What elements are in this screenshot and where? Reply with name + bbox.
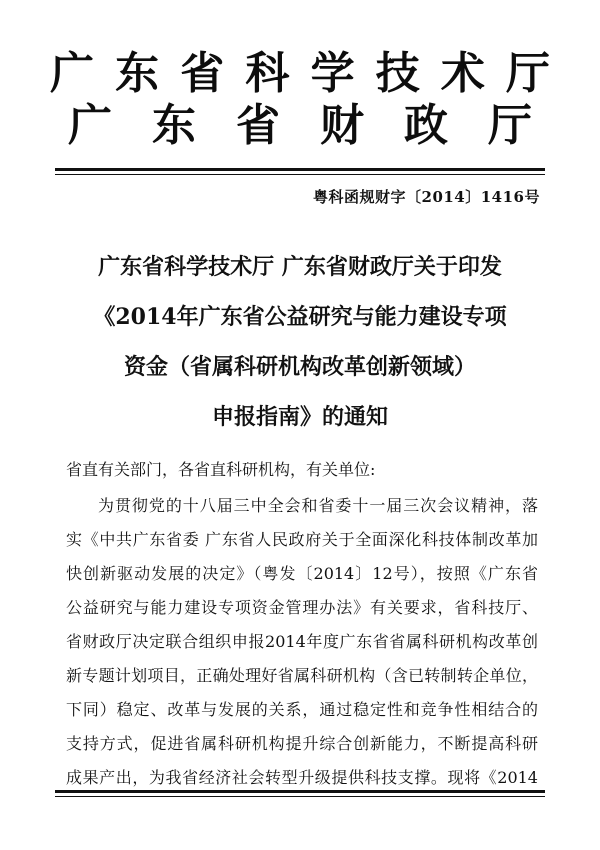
- header-char: 省: [236, 100, 280, 151]
- body-text-line: 支持方式，促进省属科研机构提升综合创新能力，不断提高科研: [66, 734, 538, 753]
- header-rule-thick: [55, 168, 545, 171]
- issuing-authority-2: [0, 100, 600, 152]
- body-text-line: 为贯彻党的十八届三中全会和省委十一届三次会议精神，落: [98, 496, 538, 515]
- header-char: 学: [310, 48, 355, 99]
- footer-rule-thin: [55, 796, 545, 797]
- document-title-line: 《2014年广东省公益研究与能力建设专项: [93, 304, 507, 330]
- issuing-authority-1: [0, 48, 600, 100]
- body-text-line: 实《中共广东省委 广东省人民政府关于全面深化科技体制改革加: [66, 530, 538, 549]
- header-char: 广: [50, 48, 94, 99]
- body-text-line: 省财政厅决定联合组织申报2014年度广东省省属科研机构改革创: [66, 632, 538, 651]
- header-char: 厅: [488, 100, 532, 151]
- header-char: 科: [245, 48, 290, 99]
- header-rule-thin: [55, 174, 545, 175]
- document-title-line: 资金（省属科研机构改革创新领域）: [123, 354, 476, 380]
- document-number: 粤科函规财字〔2014〕1416号: [313, 188, 540, 206]
- salutation: 省直有关部门，各省直科研机构，有关单位:: [66, 460, 376, 479]
- body-text-line: 公益研究与能力建设专项资金管理办法》有关要求，省科技厅、: [66, 598, 538, 617]
- header-char: 技: [375, 48, 420, 99]
- document-title-line: 申报指南》的通知: [211, 404, 388, 430]
- header-char: 东: [152, 100, 196, 151]
- header-char: 政: [404, 100, 448, 151]
- body-text-line: 新专题计划项目，正确处理好省属科研机构（含已转制转企单位，: [66, 666, 538, 685]
- header-char: 广: [68, 100, 112, 151]
- header-char: 财: [320, 100, 364, 151]
- body-text-line: 成果产出，为我省经济社会转型升级提供科技支撑。现将《2014: [66, 768, 538, 787]
- header-char: 东: [115, 48, 160, 99]
- body-text-line: 下同）稳定、改革与发展的关系，通过稳定性和竞争性相结合的: [66, 700, 538, 719]
- footer-rule-thick: [55, 790, 545, 793]
- document-title-line: 广东省科学技术厅 广东省财政厅关于印发: [98, 254, 502, 280]
- body-text-line: 快创新驱动发展的决定》（粤发〔2014〕12号），按照《广东省: [66, 564, 538, 583]
- header-char: 厅: [505, 48, 550, 99]
- header-char: 术: [440, 48, 485, 99]
- header-char: 省: [180, 48, 225, 99]
